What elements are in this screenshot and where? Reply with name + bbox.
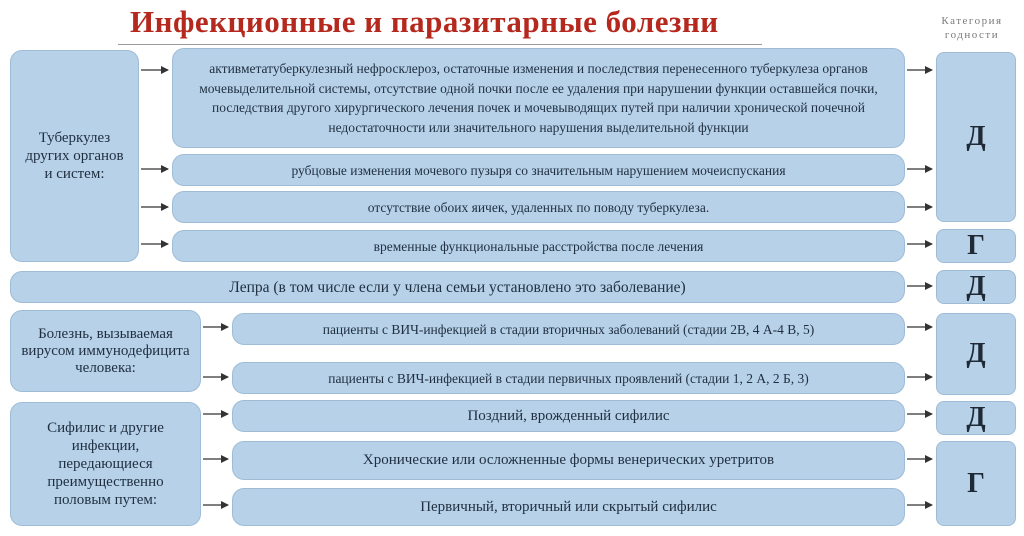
category-badge-syphilis-late: Д: [936, 401, 1016, 435]
group-hiv-label: Болезнь, вызываемая вирусом иммунодефицита человека:: [21, 325, 190, 376]
item-syphilis-late-text: Поздний, врожденный сифилис: [467, 407, 670, 424]
category-badge-leprosy: Д: [936, 270, 1016, 304]
item-tb-temporary-text: временные функциональные расстройства после лечения: [373, 238, 704, 254]
item-hiv-secondary-text: пациенты с ВИЧ-инфекцией в стадии вторичных заболеваний (стадии 2В, 4 А-4 В, 5): [322, 321, 815, 337]
item-tb-testes-text: отсутствие обоих яичек, удаленных по поводу туберкулеза.: [367, 199, 710, 215]
category-badge-hiv: Д: [936, 313, 1016, 395]
item-leprosy-text: Лепра (в том числе если у члена семьи установлено это заболевание): [229, 278, 686, 296]
group-tuberculosis-label: Туберкулез других органов и систем:: [25, 130, 124, 182]
category-badge-tb-main: Д: [936, 52, 1016, 222]
group-syphilis-label: Сифилис и другие инфекции, передающиеся преимущественно половым путем:: [47, 420, 164, 508]
item-urethritis-text: Хронические или осложненные формы венерических уретритов: [362, 452, 775, 468]
item-hiv-primary-text: пациенты с ВИЧ-инфекцией в стадии первичных проявлений (стадии 1, 2 А, 2 Б, 3): [328, 370, 809, 386]
item-tb-bladder-text: рубцовые изменения мочевого пузыря со значительным нарушением мочеиспускания: [291, 162, 786, 178]
category-badge-tb-temporary: Г: [936, 229, 1016, 263]
page-title: Инфекционные и паразитарные болезни: [130, 4, 719, 39]
category-badge-syphilis-other: Г: [936, 441, 1016, 526]
item-syphilis-primary-text: Первичный, вторичный или скрытый сифилис: [420, 498, 717, 515]
category-header: Категория годности: [941, 15, 1003, 41]
item-tb-nephrosclerosis-text: активметатуберкулезный нефросклероз, остаточные изменения и последствия перенесенного туберкулеза органов мочевыделительной системы, отсутствие одной почки после ее удаления при нарушении функции оставшейся почки, последствия другого хирургического лечения почек и мочевыводящих путей при наличии хронической почечной недостаточности или значительного нарушения выделительной функции: [199, 61, 878, 135]
